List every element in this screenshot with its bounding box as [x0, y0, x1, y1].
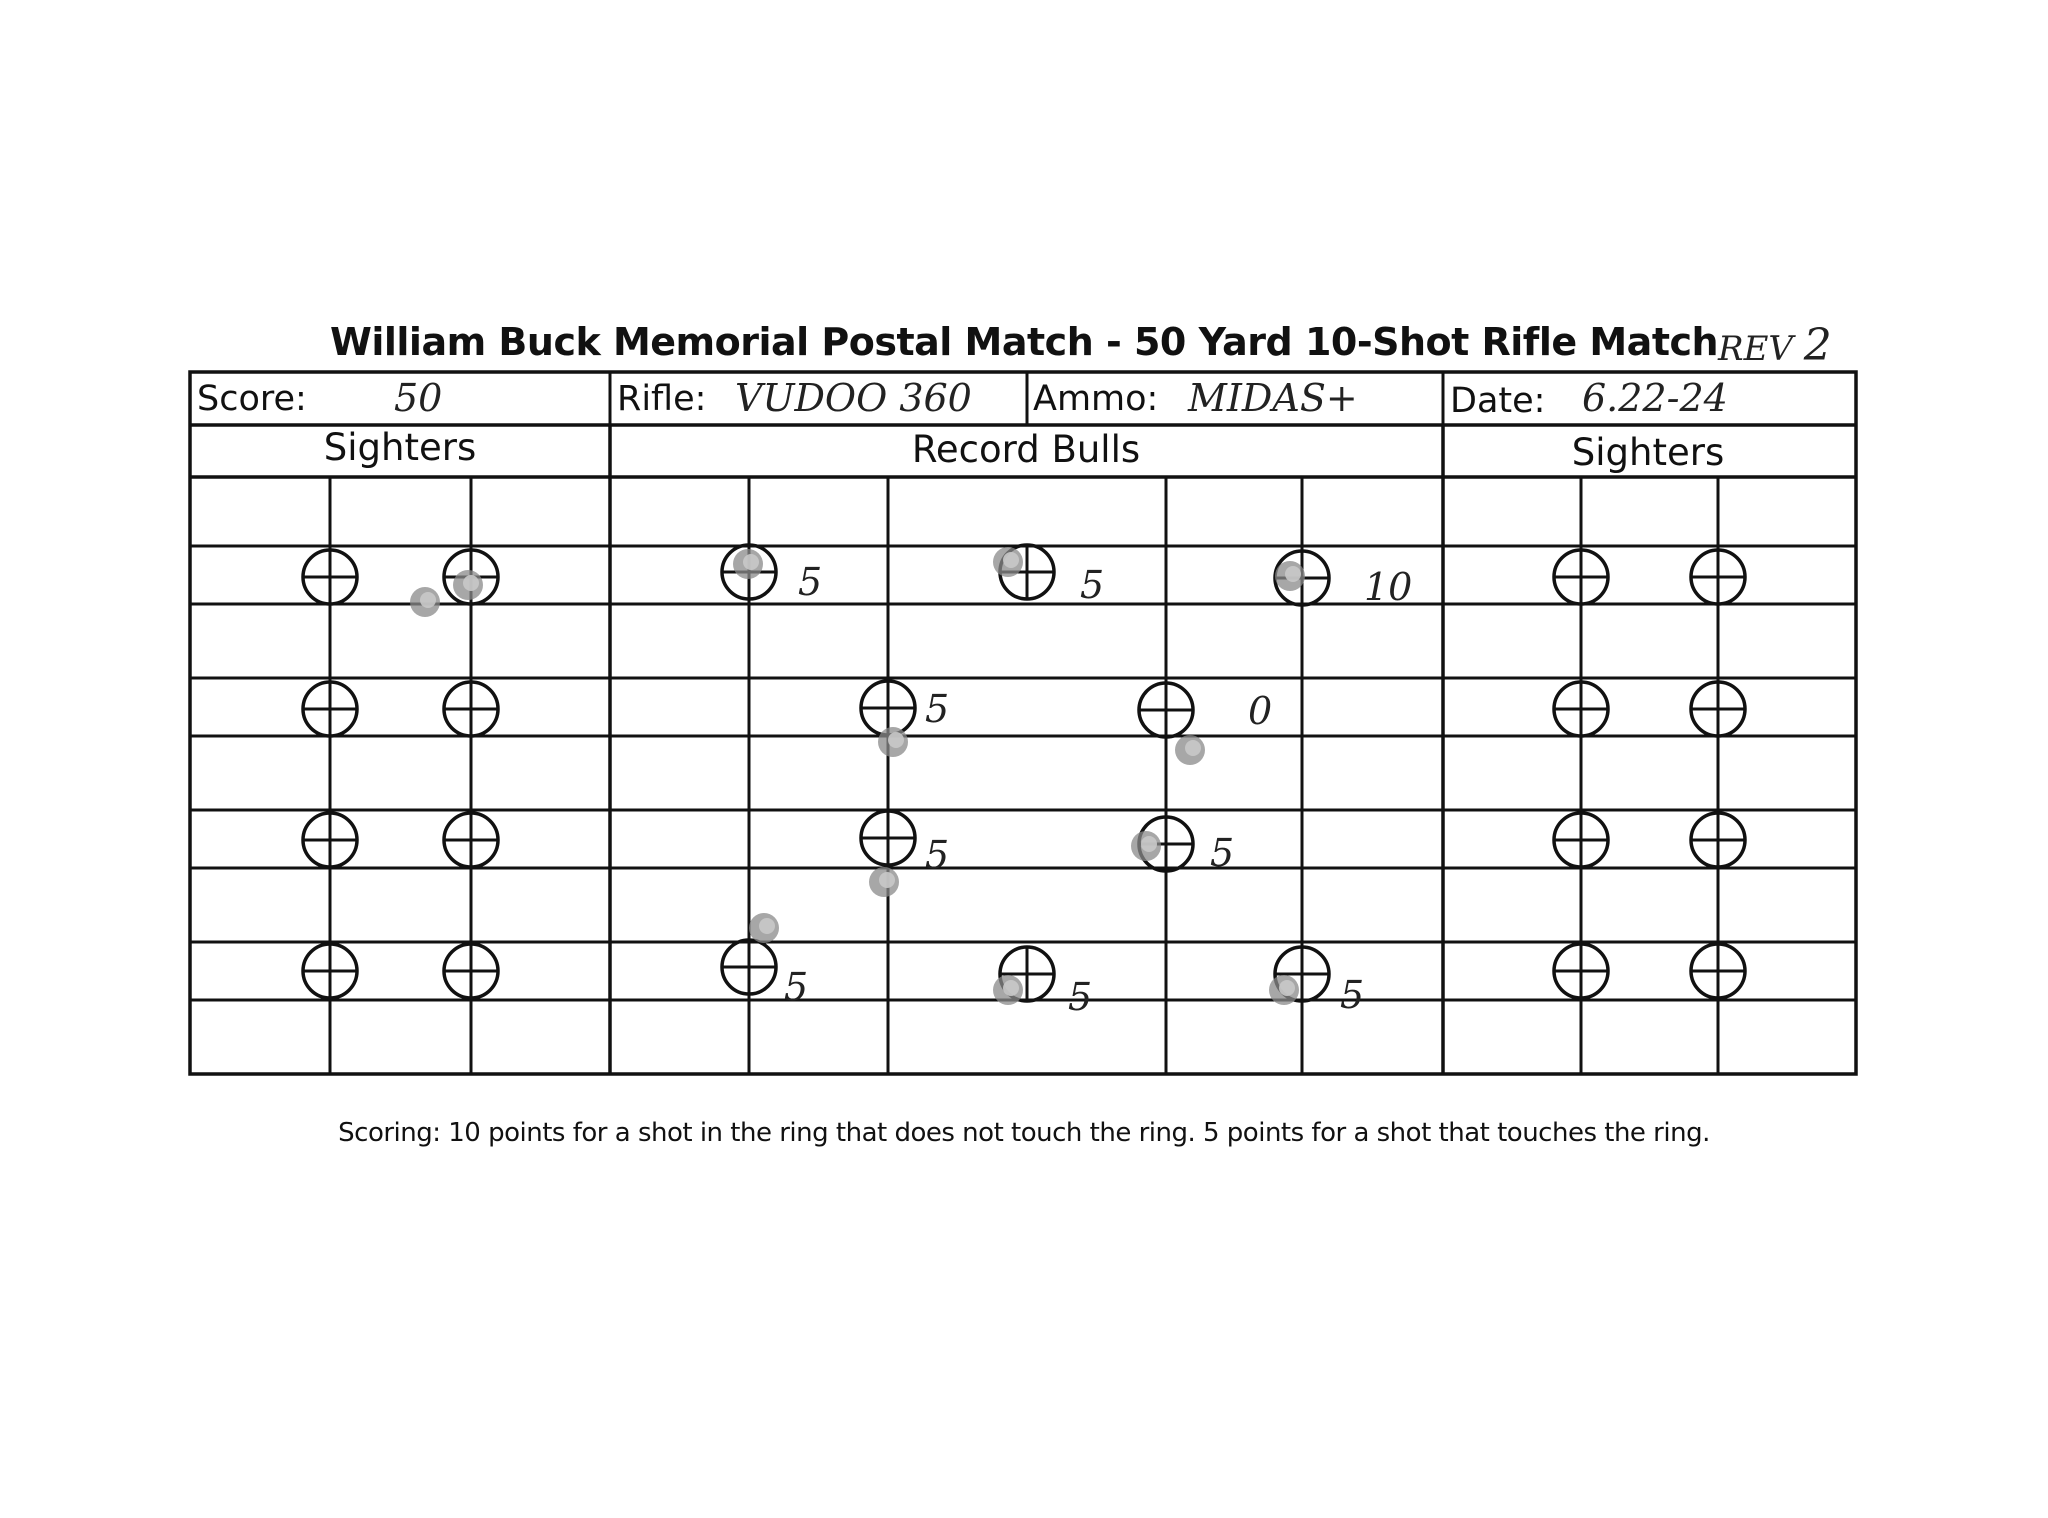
shot-hole	[1269, 975, 1299, 1005]
record-bulls-header: Record Bulls	[911, 428, 1141, 471]
targets	[303, 545, 1745, 1005]
rifle-label: Rifle:	[617, 379, 707, 419]
target-bull	[1554, 550, 1608, 604]
record-score: 0	[1248, 689, 1273, 733]
record-score: 5	[1210, 831, 1235, 875]
shot-hole	[453, 570, 483, 600]
sighters-left-header: Sighters	[323, 426, 477, 469]
target-bull	[444, 682, 498, 736]
shot-hole	[993, 547, 1023, 577]
date-label: Date:	[1450, 381, 1546, 421]
date-value: 6.22-24	[1582, 376, 1728, 420]
score-value: 50	[394, 376, 443, 420]
shot-hole	[878, 727, 908, 757]
rifle-value: VUDOO 360	[735, 376, 972, 420]
shot-hole	[1131, 831, 1161, 861]
record-score: 5	[784, 965, 809, 1009]
shot-hole	[1175, 735, 1205, 765]
shot-hole	[733, 549, 763, 579]
target-bull	[1691, 550, 1745, 604]
scoring-note: Scoring: 10 points for a shot in the ring that does not touch the ring. 5 points for a shot that touches the ring.	[338, 1118, 1710, 1148]
target-bull	[303, 813, 357, 867]
record-score: 5	[1080, 563, 1105, 607]
ammo-label: Ammo:	[1033, 379, 1159, 419]
target-bull	[444, 944, 498, 998]
target-bull	[722, 940, 776, 994]
record-score: 10	[1364, 565, 1413, 609]
target-bull	[1691, 682, 1745, 736]
target-bull	[1554, 813, 1608, 867]
target-bull	[861, 681, 915, 735]
target-bull	[1691, 944, 1745, 998]
record-score: 5	[798, 560, 823, 604]
sighters-right-header: Sighters	[1571, 431, 1725, 474]
record-scores	[784, 560, 1412, 1019]
target-bull	[303, 550, 357, 604]
target-bull	[444, 813, 498, 867]
shot-hole	[1275, 561, 1305, 591]
target-bull	[1554, 682, 1608, 736]
record-score: 5	[925, 687, 950, 731]
shot-hole	[410, 587, 440, 617]
shot-hole	[993, 975, 1023, 1005]
target-bull	[1139, 683, 1193, 737]
revision-number: 2	[1803, 320, 1832, 371]
revision-prefix: REV	[1718, 329, 1793, 369]
target-bull	[303, 944, 357, 998]
target-bull	[1691, 813, 1745, 867]
target-bull	[861, 811, 915, 865]
record-score: 5	[1068, 975, 1093, 1019]
target-bull	[1554, 944, 1608, 998]
match-title: William Buck Memorial Postal Match - 50 Yard 10-Shot Rifle Match	[329, 320, 1719, 364]
ammo-value: MIDAS+	[1188, 376, 1358, 420]
shot-hole	[869, 867, 899, 897]
shot-hole	[749, 913, 779, 943]
score-label: Score:	[197, 379, 307, 419]
record-score: 5	[1340, 973, 1365, 1017]
target-bull	[303, 682, 357, 736]
record-score: 5	[925, 833, 950, 877]
